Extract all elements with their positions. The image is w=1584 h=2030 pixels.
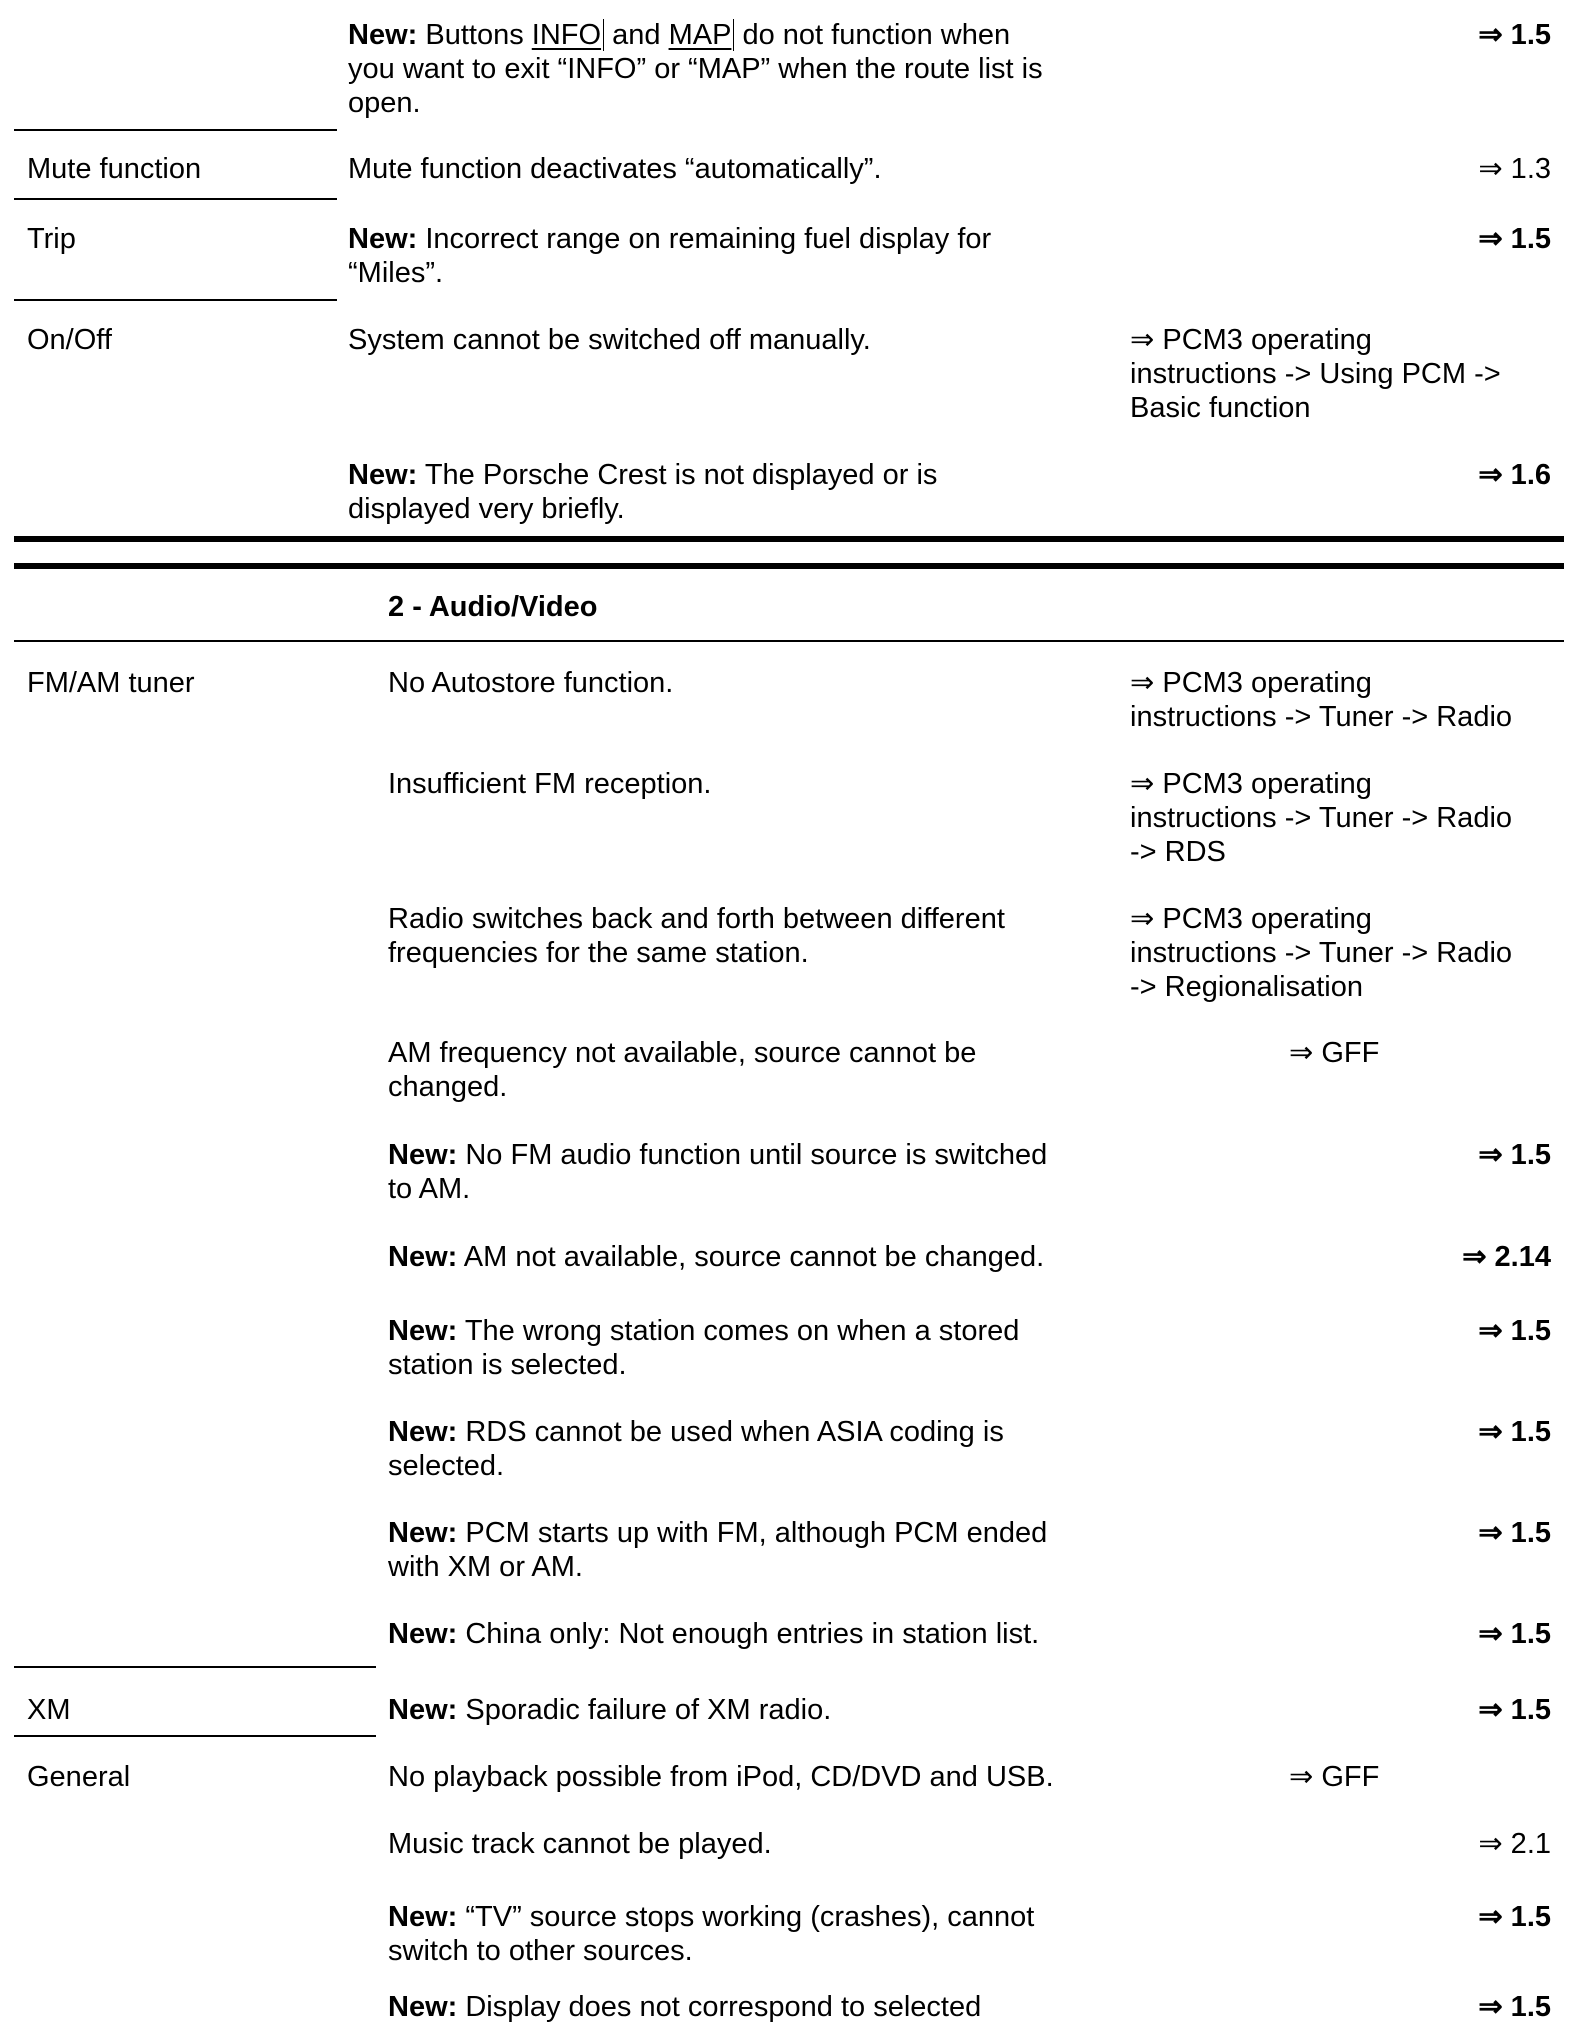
new-prefix: New: [388,1694,458,1726]
row-text [388,1415,1004,1449]
reference: ⇒ 1.5 [1478,223,1551,255]
reference: ⇒ 1.5 [1478,1901,1551,1933]
row-text [388,1516,1047,1550]
row-text [388,1240,1044,1274]
row-divider [14,299,337,301]
row-text: Insufficient FM reception. [388,768,712,800]
reference: ⇒ 1.5 [1478,1618,1551,1650]
row-text [388,1138,1047,1172]
reference: ⇒ 1.5 [1478,1991,1551,2023]
new-prefix: New: [348,223,418,255]
category-label: FM/AM tuner [27,667,195,699]
reference: ⇒ 1.5 [1478,1694,1551,1726]
text-fragment: Buttons [425,19,524,51]
reference: instructions -> Tuner -> Radio [1130,701,1513,733]
text-fragment: do not function when [742,19,1011,51]
reference: ⇒ GFF [1289,1037,1380,1069]
row-text: Radio switches back and forth between different [388,903,1005,935]
new-prefix: New: [388,1139,458,1171]
row-text: No playback possible from iPod, CD/DVD and USB. [388,1761,1054,1793]
new-prefix: New: [388,1517,458,1549]
reference: ⇒ PCM3 operating [1130,768,1372,800]
reference: ⇒ 1.5 [1478,19,1551,51]
row-text: to AM. [388,1173,471,1205]
reference: ⇒ PCM3 operating [1130,324,1372,356]
map-button-ref: MAP [669,19,735,51]
reference: ⇒ 1.5 [1478,1416,1551,1448]
row-text: No Autostore function. [388,667,674,699]
reference: ⇒ 1.5 [1478,1315,1551,1347]
text-fragment: The wrong station comes on when a stored [464,1315,1020,1347]
reference: ⇒ PCM3 operating [1130,667,1372,699]
reference: -> Regionalisation [1130,971,1363,1003]
row-divider [14,198,337,200]
row-divider [14,1666,376,1668]
reference: ⇒ 1.3 [1478,153,1551,185]
row-text: switch to other sources. [388,1935,693,1967]
row-text [348,18,1010,52]
new-prefix: New: [348,459,418,491]
text-fragment: Incorrect range on remaining fuel display for [425,223,992,255]
row-text: System cannot be switched off manually. [348,324,871,356]
reference: ⇒ 1.5 [1478,1517,1551,1549]
text-fragment: RDS cannot be used when ASIA coding is [465,1416,1004,1448]
row-text [348,458,937,492]
text-fragment: No FM audio function until source is switched [465,1139,1048,1171]
section-start-rule [14,563,1564,569]
reference: ⇒ 1.6 [1478,459,1551,491]
category-label: Trip [27,223,76,255]
new-prefix: New: [388,1241,458,1273]
text-fragment: AM not available, source cannot be changed. [463,1241,1045,1273]
row-text: with XM or AM. [388,1551,583,1583]
new-prefix: New: [388,1416,458,1448]
reference: instructions -> Tuner -> Radio [1130,937,1513,969]
row-text: Music track cannot be played. [388,1828,772,1860]
row-text: displayed very briefly. [348,493,625,525]
row-text [388,1990,981,2024]
row-text: frequencies for the same station. [388,937,809,969]
reference: instructions -> Tuner -> Radio [1130,802,1513,834]
section-title: Audio/Video [428,591,598,623]
new-prefix: New: [388,1315,458,1347]
text-fragment: Display does not correspond to selected [465,1991,982,2023]
new-prefix: New: [388,1901,458,1933]
text-fragment: The Porsche Crest is not displayed or is [424,459,938,491]
row-text [388,1900,1034,1934]
category-label: General [27,1761,131,1793]
reference: ⇒ 2.1 [1478,1828,1551,1860]
reference: ⇒ 2.14 [1462,1241,1551,1273]
row-text [348,222,991,256]
row-text [388,1617,1039,1651]
reference: ⇒ PCM3 operating [1130,903,1372,935]
section-separator: - [412,591,422,623]
category-label: XM [27,1694,71,1726]
category-label: On/Off [27,324,112,356]
row-text: open. [348,87,421,119]
section-divider [14,640,1564,642]
row-text: selected. [388,1450,505,1482]
text-fragment: and [612,19,661,51]
row-text: “Miles”. [348,257,444,289]
row-text: station is selected. [388,1349,627,1381]
row-divider [14,129,337,131]
row-text: you want to exit “INFO” or “MAP” when the route list is [348,53,1043,85]
row-divider [14,1735,376,1737]
reference: ⇒ GFF [1289,1761,1380,1793]
new-prefix: New: [388,1991,458,2023]
text-fragment: PCM starts up with FM, although PCM ended [465,1517,1048,1549]
section-heading [388,590,598,624]
section-end-rule [14,536,1564,542]
row-text: Mute function deactivates “automatically”. [348,153,882,185]
section-number: 2 [388,591,405,623]
row-text: AM frequency not available, source cannot be [388,1037,977,1069]
new-prefix: New: [388,1618,458,1650]
category-label: Mute function [27,153,202,185]
reference: instructions -> Using PCM -> [1130,358,1501,390]
info-button-ref: INFO [532,19,604,51]
reference: ⇒ 1.5 [1478,1139,1551,1171]
text-fragment: “TV” source stops working (crashes), cannot [465,1901,1035,1933]
new-prefix: New: [348,19,418,51]
reference: Basic function [1130,392,1311,424]
reference: -> RDS [1130,836,1226,868]
text-fragment: China only: Not enough entries in station list. [465,1618,1040,1650]
row-text [388,1693,831,1727]
row-text [388,1314,1019,1348]
row-text: changed. [388,1071,508,1103]
text-fragment: Sporadic failure of XM radio. [465,1694,832,1726]
